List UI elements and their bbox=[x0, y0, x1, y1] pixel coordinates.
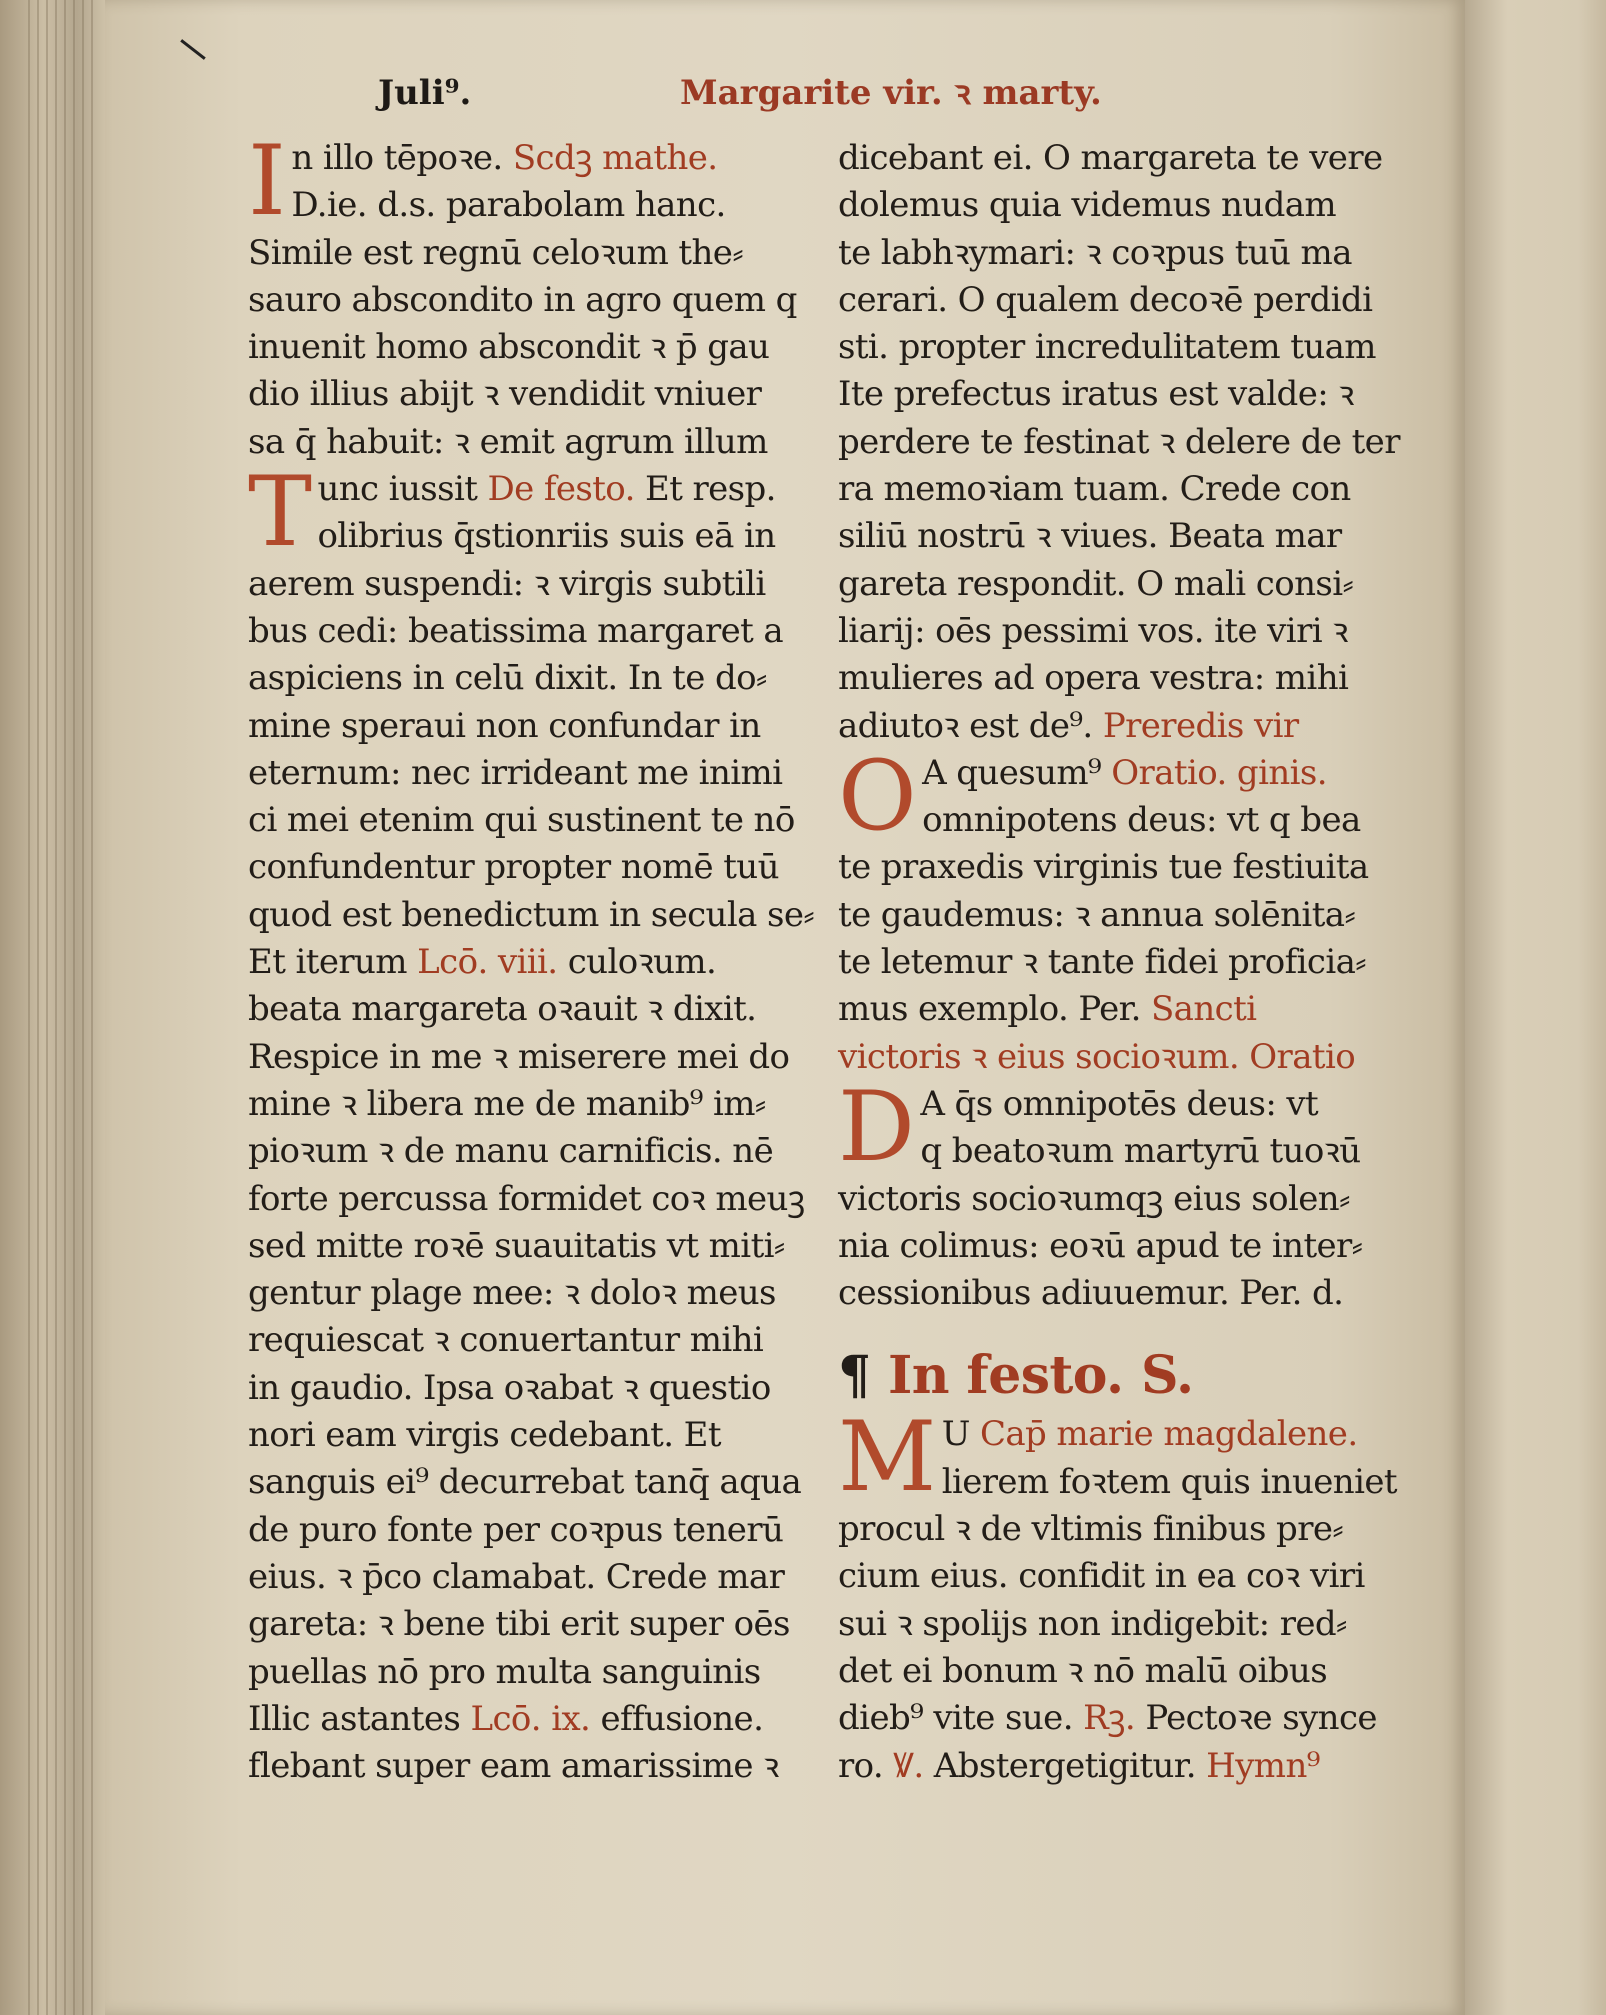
rubric-text: Hymn⁹ bbox=[1206, 1745, 1320, 1786]
body-text: requiescat ꝛ conuertantur mihi bbox=[248, 1320, 764, 1361]
text-line bbox=[248, 939, 838, 986]
text-line bbox=[248, 703, 838, 750]
text-line bbox=[248, 1317, 838, 1364]
body-text: flebant super eam amarissime ꝛ bbox=[248, 1746, 779, 1787]
body-text: Simile est regnū celoꝛum the⸗ bbox=[248, 232, 744, 273]
body-text: gareta respondit. O mali consi⸗ bbox=[838, 563, 1354, 604]
rubric-text: Lcō. viii. bbox=[417, 942, 558, 983]
text-line bbox=[248, 986, 838, 1033]
running-head-right: Margarite vir. ꝛ marty. bbox=[680, 73, 1102, 113]
text-line bbox=[838, 513, 1428, 560]
body-text: gareta: ꝛ bene tibi erit super oēs bbox=[248, 1604, 790, 1645]
body-text: lierem foꝛtem quis inueniet bbox=[941, 1461, 1397, 1502]
body-text: forte percussa formidet coꝛ meuꝫ bbox=[248, 1178, 805, 1219]
text-line bbox=[248, 277, 838, 324]
text-line bbox=[838, 1128, 1428, 1175]
body-text: ra memoꝛiam tuam. Crede con bbox=[838, 469, 1351, 510]
text-line bbox=[838, 1743, 1428, 1790]
text-line bbox=[838, 1270, 1428, 1317]
body-text: dolemus quia videmus nudam bbox=[838, 185, 1337, 226]
text-line bbox=[248, 1128, 838, 1175]
page-stack-edges bbox=[28, 0, 98, 2015]
body-text: ¶ bbox=[838, 1345, 888, 1407]
body-text: Ite prefectus iratus est valde: ꝛ bbox=[838, 374, 1354, 415]
body-text: A quesum⁹ bbox=[922, 752, 1112, 793]
text-line bbox=[838, 561, 1428, 608]
rubric-text: victoris ꝛ eius socioꝛum. Oratio bbox=[838, 1036, 1356, 1077]
body-text: sanguis ei⁹ decurrebat tanq̄ aqua bbox=[248, 1462, 802, 1503]
text-line bbox=[838, 277, 1428, 324]
body-text: ro. bbox=[838, 1745, 894, 1786]
text-line bbox=[248, 1696, 838, 1743]
body-text: adiutoꝛ est de⁹. bbox=[838, 705, 1103, 746]
body-text: sti. propter incredulitatem tuam bbox=[838, 327, 1376, 368]
body-text: te letemur ꝛ tante fidei proficia⸗ bbox=[838, 942, 1366, 983]
text-line bbox=[248, 1554, 838, 1601]
text-line bbox=[838, 655, 1428, 702]
rubric-text: Scdꝫ mathe. bbox=[512, 138, 718, 178]
body-text: victoris socioꝛumqꝫ eius solen⸗ bbox=[838, 1178, 1350, 1219]
text-line bbox=[838, 419, 1428, 466]
body-text: dieb⁹ vite sue. bbox=[838, 1698, 1084, 1739]
text-line bbox=[248, 1081, 838, 1128]
body-text: te praxedis virginis tue festiuita bbox=[838, 847, 1369, 888]
body-text: cerari. O qualem decoꝛē perdidi bbox=[838, 279, 1373, 320]
rubric-text: Oratio. ginis. bbox=[1111, 752, 1327, 793]
text-line bbox=[248, 655, 838, 702]
body-text: quod est benedictum in secula se⸗ bbox=[248, 894, 815, 935]
body-text: eternum: nec irrideant me inimi bbox=[248, 752, 783, 793]
body-text: de puro fonte per coꝛpus tenerū bbox=[248, 1509, 784, 1550]
body-text: bus cedi: beatissima margaret a bbox=[248, 610, 784, 651]
text-line bbox=[248, 182, 838, 229]
body-text: D.ie. d.s. parabolam hanc. bbox=[291, 185, 726, 226]
rubric-text: De festo. bbox=[487, 469, 635, 510]
body-text: beata margareta oꝛauit ꝛ dixit. bbox=[248, 989, 757, 1030]
body-text: cium eius. confidit in ea coꝛ viri bbox=[838, 1556, 1365, 1597]
text-line bbox=[248, 371, 838, 418]
text-line bbox=[838, 230, 1428, 277]
body-text: perdere te festinat ꝛ delere de ter bbox=[838, 421, 1400, 462]
body-text: aspiciens in celū dixit. In te do⸗ bbox=[248, 658, 767, 699]
text-line bbox=[248, 1176, 838, 1223]
body-text: nori eam virgis cedebant. Et bbox=[248, 1415, 721, 1456]
text-column-right bbox=[838, 135, 1428, 1790]
body-text: dicebant ei. O margareta te vere bbox=[838, 138, 1383, 178]
rubric-text: Cap̄ marie magdalene. bbox=[979, 1414, 1358, 1455]
text-line bbox=[838, 986, 1428, 1033]
text-line bbox=[248, 324, 838, 371]
drop-initial: T bbox=[248, 456, 312, 569]
body-text: mine speraui non confundar in bbox=[248, 705, 761, 746]
drop-initial: M bbox=[838, 1401, 936, 1514]
text-line bbox=[248, 797, 838, 844]
body-text: A q̄s omnipotēs deus: vt bbox=[920, 1083, 1319, 1124]
text-line bbox=[248, 750, 838, 797]
text-line bbox=[838, 1553, 1428, 1600]
body-text: liarij: oēs pessimi vos. ite viri ꝛ bbox=[838, 610, 1348, 651]
text-line bbox=[838, 1317, 1428, 1341]
text-line bbox=[838, 1601, 1428, 1648]
body-text: siliū nostrū ꝛ viues. Beata mar bbox=[838, 516, 1342, 557]
text-line bbox=[248, 608, 838, 655]
body-text: cessionibus adiuuemur. Per. d. bbox=[838, 1273, 1344, 1314]
body-text: Pectoꝛe synce bbox=[1135, 1698, 1377, 1739]
text-line bbox=[838, 703, 1428, 750]
rubric-text: Ꝟ. bbox=[893, 1745, 924, 1786]
body-text: mus exemplo. Per. bbox=[838, 989, 1151, 1030]
body-text: confundentur propter nomē tuū bbox=[248, 847, 779, 888]
text-line bbox=[838, 466, 1428, 513]
body-text: procul ꝛ de vltimis finibus pre⸗ bbox=[838, 1509, 1344, 1550]
body-text: olibrius q̄stionriis suis eā in bbox=[317, 516, 776, 557]
body-text: sa q̄ habuit: ꝛ emit agrum illum bbox=[248, 421, 768, 462]
body-text: gentur plage mee: ꝛ doloꝛ meus bbox=[248, 1273, 776, 1314]
text-line bbox=[838, 892, 1428, 939]
drop-initial: I bbox=[248, 125, 286, 237]
body-text: q beatoꝛum martyrū tuoꝛū bbox=[920, 1131, 1361, 1172]
text-line bbox=[838, 608, 1428, 655]
running-head-left: Juli⁹. bbox=[378, 73, 472, 113]
text-line bbox=[248, 1601, 838, 1648]
text-line bbox=[248, 513, 838, 560]
body-text: aerem suspendi: ꝛ virgis subtili bbox=[248, 563, 766, 604]
body-text: Et resp. bbox=[634, 469, 776, 510]
body-text: U bbox=[941, 1414, 980, 1455]
text-line bbox=[248, 1270, 838, 1317]
text-line bbox=[248, 230, 838, 277]
text-line bbox=[838, 1695, 1428, 1742]
text-line bbox=[838, 1506, 1428, 1553]
drop-initial: O bbox=[838, 739, 917, 852]
text-line bbox=[838, 797, 1428, 844]
body-text: unc iussit bbox=[317, 469, 488, 510]
rubric-text: Preredis vir bbox=[1102, 705, 1299, 746]
text-line bbox=[838, 1034, 1428, 1081]
body-text: sui ꝛ spolijs non indigebit: red⸗ bbox=[838, 1603, 1347, 1644]
text-line bbox=[838, 182, 1428, 229]
body-text: te labhꝛymari: ꝛ coꝛpus tuū ma bbox=[838, 232, 1352, 273]
text-line bbox=[248, 1459, 838, 1506]
text-line bbox=[248, 1365, 838, 1412]
text-line bbox=[248, 1034, 838, 1081]
rubric-text: Sancti bbox=[1150, 989, 1257, 1030]
body-text: ci mei etenim qui sustinent te nō bbox=[248, 800, 795, 841]
body-text: inuenit homo abscondit ꝛ p̄ gau bbox=[248, 327, 770, 368]
body-text: culoꝛum. bbox=[557, 942, 717, 983]
facing-page-edge bbox=[1465, 0, 1606, 2015]
text-column-left bbox=[248, 125, 838, 1790]
text-line bbox=[838, 135, 1428, 182]
body-text: det ei bonum ꝛ nō malū oibus bbox=[838, 1650, 1328, 1691]
body-text: nia colimus: eoꝛū apud te inter⸗ bbox=[838, 1225, 1363, 1266]
body-text: in gaudio. Ipsa oꝛabat ꝛ questio bbox=[248, 1367, 771, 1408]
text-line bbox=[838, 844, 1428, 891]
rubric-text: In festo. S. bbox=[888, 1345, 1194, 1407]
rubric-text: Lcō. ix. bbox=[470, 1698, 591, 1739]
text-line bbox=[248, 1412, 838, 1459]
body-text: te gaudemus: ꝛ annua solēnita⸗ bbox=[838, 894, 1356, 935]
body-text: sed mitte roꝛē suauitatis vt miti⸗ bbox=[248, 1225, 785, 1266]
body-text: mine ꝛ libera me de manib⁹ im⸗ bbox=[248, 1083, 766, 1124]
body-text: Respice in me ꝛ miserere mei do bbox=[248, 1036, 790, 1077]
body-text: pioꝛum ꝛ de manu carnificis. nē bbox=[248, 1131, 774, 1172]
body-text: dio illius abijt ꝛ vendidit vniuer bbox=[248, 374, 762, 415]
body-text: Illic astantes bbox=[248, 1698, 471, 1739]
text-line bbox=[838, 1223, 1428, 1270]
body-text: puellas nō pro multa sanguinis bbox=[248, 1651, 761, 1692]
body-text: Abstergetigitur. bbox=[923, 1745, 1207, 1786]
text-line bbox=[248, 1649, 838, 1696]
text-line bbox=[838, 1341, 1428, 1411]
text-line bbox=[838, 939, 1428, 986]
text-line bbox=[248, 419, 838, 466]
body-text: sauro abscondito in agro quem q bbox=[248, 279, 797, 320]
body-text: effusione. bbox=[590, 1698, 764, 1739]
text-line bbox=[248, 1743, 838, 1790]
text-line bbox=[248, 1223, 838, 1270]
body-text: mulieres ad opera vestra: mihi bbox=[838, 658, 1349, 699]
text-line bbox=[248, 561, 838, 608]
text-line bbox=[248, 844, 838, 891]
body-text: omnipotens deus: vt q bea bbox=[922, 800, 1361, 841]
text-line bbox=[838, 324, 1428, 371]
text-line bbox=[248, 1507, 838, 1554]
body-text: eius. ꝛ p̄co clamabat. Crede mar bbox=[248, 1556, 785, 1597]
body-text: n illo tēpoꝛe. bbox=[291, 138, 513, 178]
text-line bbox=[838, 1176, 1428, 1223]
text-line bbox=[838, 371, 1428, 418]
drop-initial: D bbox=[838, 1070, 915, 1183]
body-text: Et iterum bbox=[248, 942, 418, 983]
text-line bbox=[838, 1648, 1428, 1695]
text-line bbox=[248, 892, 838, 939]
rubric-text: Rꝫ. bbox=[1083, 1698, 1136, 1739]
